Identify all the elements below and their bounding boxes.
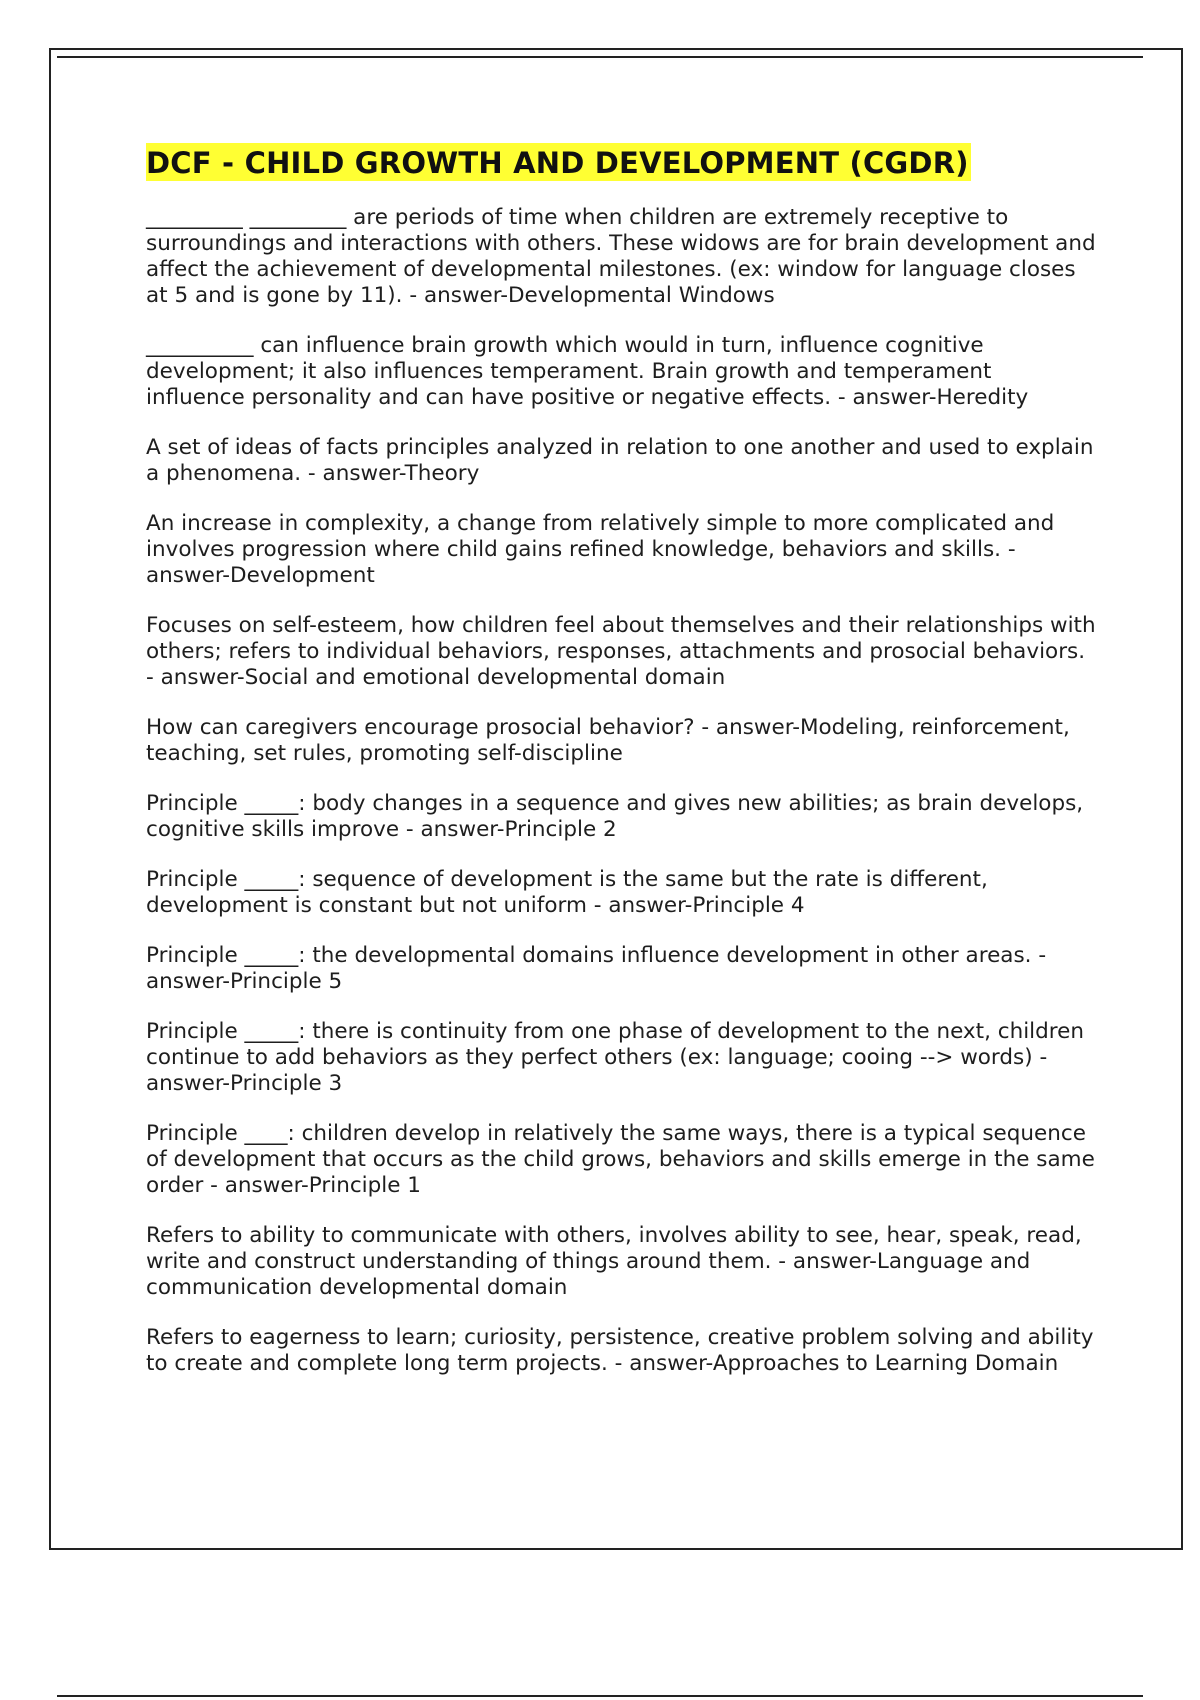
qa-entry: Principle _____: there is continuity from one phase of development to the next, children continue to add behaviors as they perfect others (ex: language; cooing --> words) - answer-Principle 3 — [146, 1019, 1085, 1096]
qa-entry: Focuses on self-esteem, how children feel about themselves and their relationships with others; refers to individual behaviors, responses, attachments and prosocial behaviors. - answer-Social and emotional developmental domain — [146, 613, 1096, 690]
qa-entry: Principle _____: sequence of development is the same but the rate is different, development is constant but not uniform - answer-Principle 4 — [146, 867, 988, 918]
document-content — [146, 143, 1096, 1401]
qa-entry: _________ _________ are periods of time when children are extremely receptive to surroundings and interactions with others. These widows are for brain development and affect the achievement of developmental milestones. (ex: window for language closes at 5 and is gone by 11). - answer-Developmental Windows — [146, 205, 1096, 308]
qa-entry: Refers to ability to communicate with others, involves ability to see, hear, speak, read, write and construct understanding of things around them. - answer-Language and communication developmental domain — [146, 1223, 1082, 1300]
qa-entry: Principle _____: body changes in a sequence and gives new abilities; as brain develops, cognitive skills improve - answer-Principle 2 — [146, 791, 1084, 842]
qa-entry: An increase in complexity, a change from relatively simple to more complicated and involves progression where child gains refined knowledge, behaviors and skills. - answer-Development — [146, 511, 1055, 588]
qa-entry: A set of ideas of facts principles analyzed in relation to one another and used to explain a phenomena. - answer-Theory — [146, 435, 1094, 486]
qa-entry: How can caregivers encourage prosocial behavior? - answer-Modeling, reinforcement, teaching, set rules, promoting self-discipline — [146, 715, 1070, 766]
qa-entry: Refers to eagerness to learn; curiosity, persistence, creative problem solving and ability to create and complete long term projects. - answer-Approaches to Learning Domain — [146, 1325, 1094, 1376]
bottom-rule — [57, 1695, 1143, 1697]
document-title: DCF - CHILD GROWTH AND DEVELOPMENT (CGDR) — [146, 143, 971, 181]
qa-entry: __________ can influence brain growth which would in turn, influence cognitive development; it also influences temperament. Brain growth and temperament influence personality and can have positive or negative effects. - answer-Heredity — [146, 333, 1029, 410]
qa-entry: Principle ____: children develop in relatively the same ways, there is a typical sequence of development that occurs as the child grows, behaviors and skills emerge in the same order - answer-Principle 1 — [146, 1121, 1095, 1198]
qa-entry: Principle _____: the developmental domains influence development in other areas. - answer-Principle 5 — [146, 943, 1047, 994]
